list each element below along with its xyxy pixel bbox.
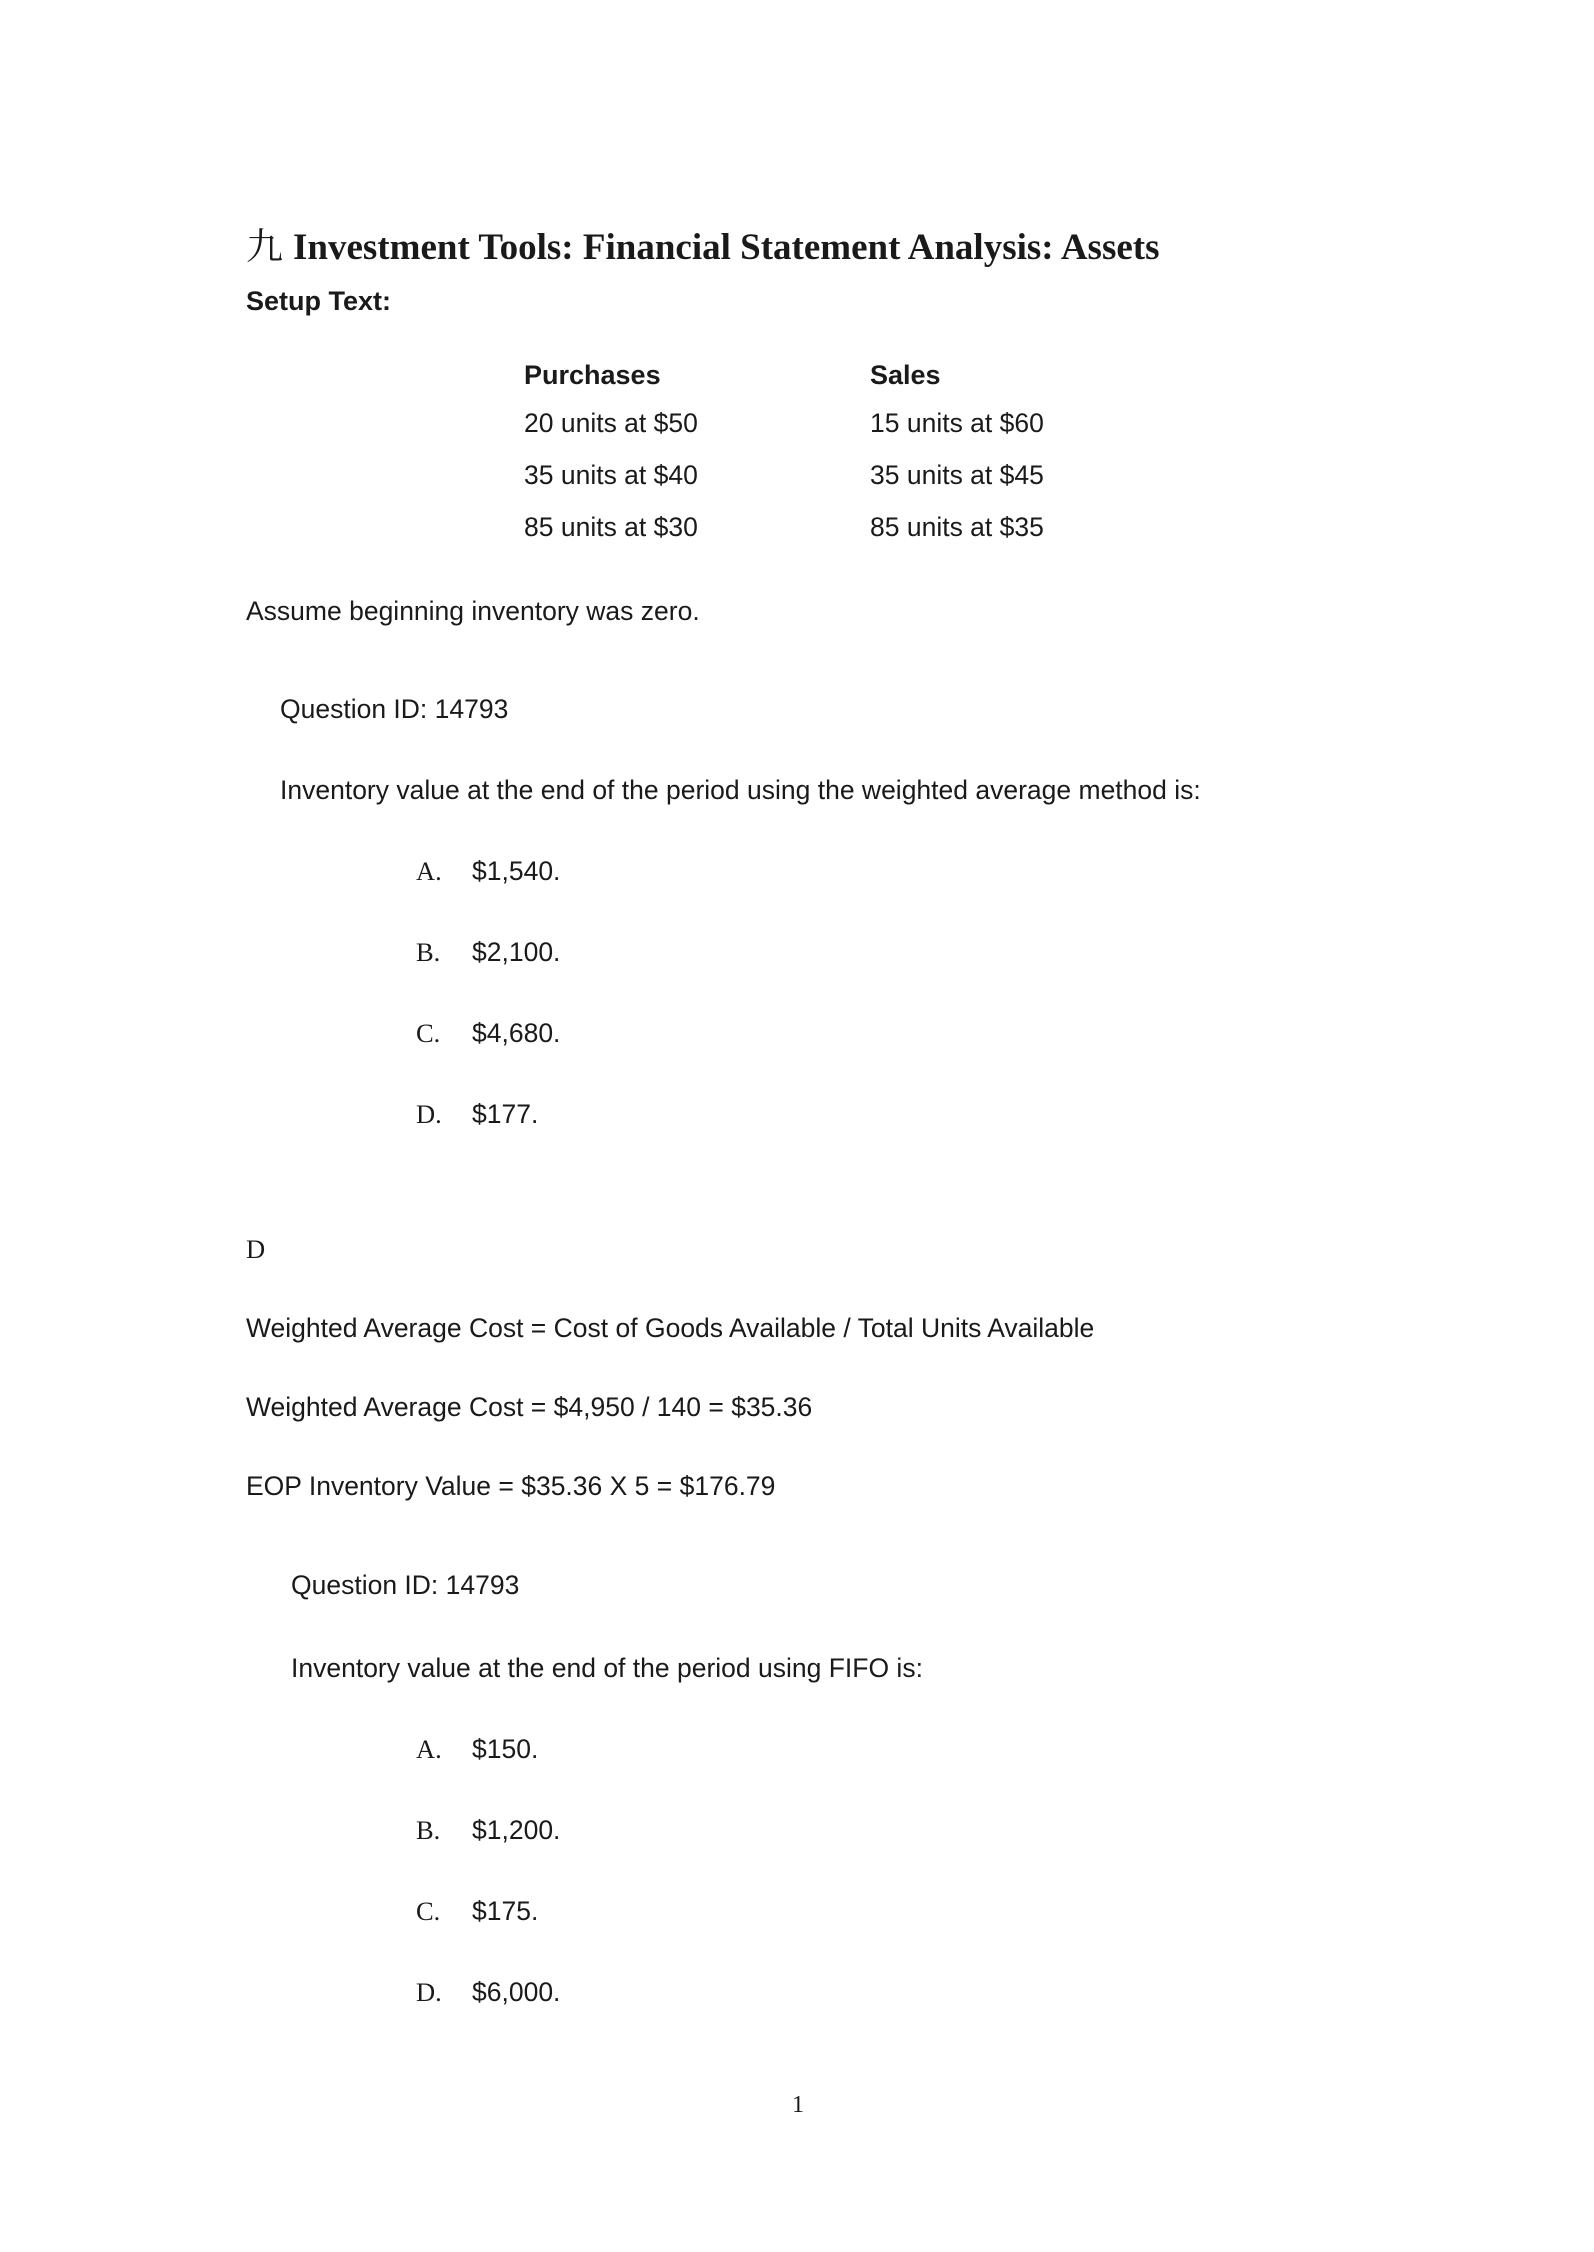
option-text: $1,540. (472, 856, 561, 886)
explanation-line: Weighted Average Cost = Cost of Goods Available / Total Units Available (246, 1313, 1095, 1343)
option-text: $4,680. (472, 1018, 561, 1048)
option-letter: C. (416, 1018, 441, 1048)
page-title (246, 216, 1159, 270)
question-id: Question ID: 14793 (280, 694, 509, 724)
page-title-text: Investment Tools: Financial Statement Analysis: Assets (293, 227, 1160, 268)
answer-option-d[interactable] (416, 1099, 538, 1130)
setup-text-label: Setup Text: (246, 286, 392, 316)
option-text: $6,000. (472, 1977, 561, 2007)
option-letter: C. (416, 1896, 441, 1926)
answer-option-c[interactable] (416, 1896, 538, 1927)
option-text: $1,200. (472, 1815, 561, 1845)
answer-option-d[interactable] (416, 1977, 560, 2008)
question-prompt: Inventory value at the end of the period using FIFO is: (291, 1653, 923, 1683)
question-prompt: Inventory value at the end of the period using the weighted average method is: (280, 775, 1201, 805)
setup-note: Assume beginning inventory was zero. (246, 596, 700, 626)
option-text: $177. (472, 1099, 539, 1129)
table-cell: 35 units at $40 (524, 460, 698, 490)
explanation-line: EOP Inventory Value = $35.36 X 5 = $176.79 (246, 1471, 776, 1501)
table-cell: 85 units at $35 (870, 512, 1044, 542)
option-letter: A. (416, 1734, 442, 1764)
option-letter: D. (416, 1977, 442, 2007)
option-text: $150. (472, 1734, 539, 1764)
answer-option-a[interactable] (416, 856, 560, 887)
option-letter: A. (416, 856, 442, 886)
option-text: $175. (472, 1896, 539, 1926)
column-header-purchases: Purchases (524, 360, 661, 390)
table-cell: 85 units at $30 (524, 512, 698, 542)
option-letter: D. (416, 1099, 442, 1129)
option-letter: B. (416, 937, 441, 967)
table-cell: 15 units at $60 (870, 408, 1044, 438)
column-header-sales: Sales (870, 360, 941, 390)
option-text: $2,100. (472, 937, 561, 967)
answer-option-a[interactable] (416, 1734, 538, 1765)
option-letter: B. (416, 1815, 441, 1845)
answer-option-b[interactable] (416, 1815, 560, 1846)
table-cell: 20 units at $50 (524, 408, 698, 438)
question-id: Question ID: 14793 (291, 1570, 520, 1600)
answer-key: D (246, 1234, 266, 1264)
page-number: 1 (792, 2092, 804, 2118)
table-cell: 35 units at $45 (870, 460, 1044, 490)
explanation-line: Weighted Average Cost = $4,950 / 140 = $35.36 (246, 1392, 813, 1422)
answer-option-c[interactable] (416, 1018, 560, 1049)
chapter-glyph: 九 (246, 225, 283, 268)
answer-option-b[interactable] (416, 937, 560, 968)
